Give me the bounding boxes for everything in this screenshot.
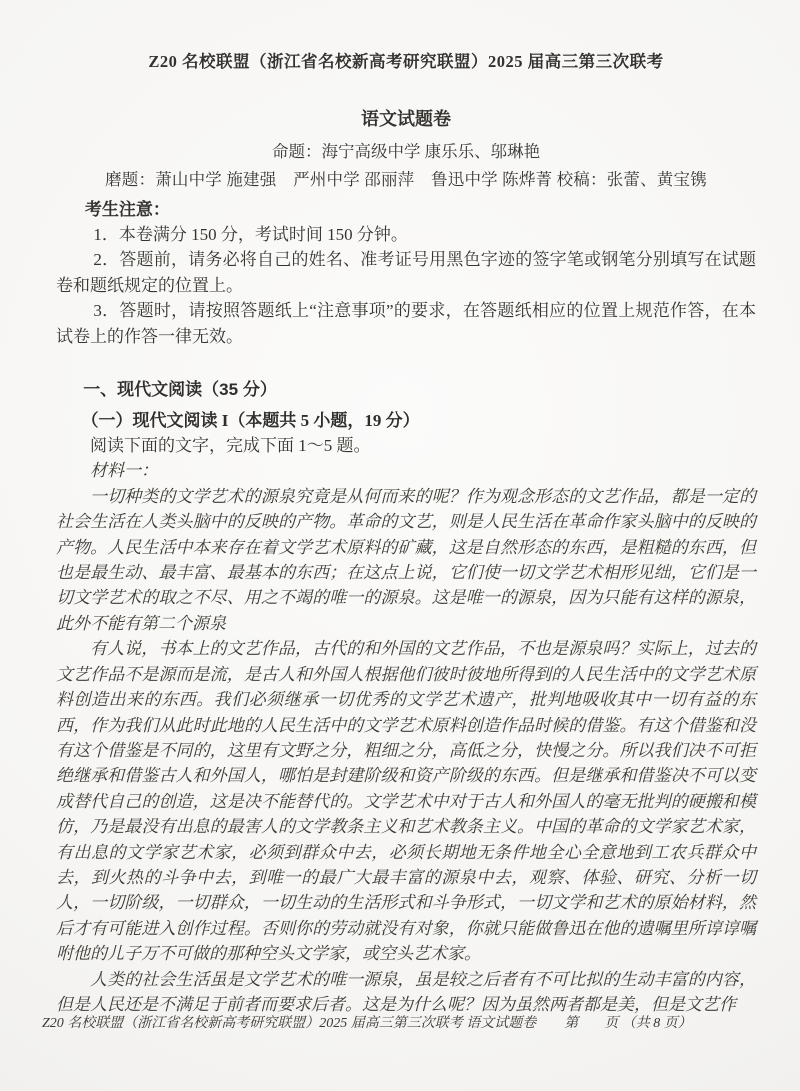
- notice-item-2: 2．答题前，请务必将自己的姓名、准考证号用黑色字迹的签字笔或钢笔分别填写在试题卷和题纸规定的位置上。: [56, 250, 756, 295]
- notice-item-3: 3．答题时，请按照答题纸上“注意事项”的要求，在答题纸相应的位置上规范作答，在本试卷上的作答一律无效。: [56, 301, 756, 346]
- section-heading-modern-reading: 一、现代文阅读（35 分）: [83, 380, 277, 400]
- notice-item-1: 1．本卷满分 150 分，考试时间 150 分钟。: [93, 225, 408, 244]
- footer-page-prefix: 第: [564, 1016, 579, 1031]
- material-one-label: 材料一：: [90, 461, 158, 481]
- footer-page-suffix: 页: [604, 1016, 619, 1031]
- page-footer: [42, 1012, 756, 1032]
- material-paragraph-3: 人类的社会生活虽是文学艺术的唯一源泉，虽是较之后者有不可比拟的生动丰富的内容，但是人民还是不满足于前者而要求后者。这是为什么呢？因为虽然两者都是美，但是文艺作: [56, 969, 756, 1014]
- exam-header-title: Z20 名校联盟（浙江省名校新高考研究联盟）2025 届高三第三次联考: [148, 52, 664, 71]
- material-paragraph-2: 有人说，书本上的文艺作品，古代的和外国的文艺作品，不也是源泉吗？实际上，过去的文艺作品不是源而是流，是古人和外国人根据他们彼时彼地所得到的人民生活中的文学艺术原料创造出来的东西。我们必须继承一切优秀的文学艺术遗产，批判地吸收其中一切有益的东西，作为我们从此时此地的人民生活中的文学艺术原料创造作品时候的借鉴。有这个借鉴和没有这个借鉴是不同的，这里有文野之分，粗细之分，高低之分，快慢之分。所以我们决不可拒绝继承和借鉴古人和外国人，哪怕是封建阶级和资产阶级的东西。但是继承和借鉴决不可以变成替代自己的创造，这是决不能替代的。文学艺术中对于古人和外国人的毫无批判的硬搬和模仿，乃是最没有出息的最害人的文学教条主义和艺术教条主义。中国的革命的文学家艺术家，有出息的文学家艺术家，必须到群众中去，必须长期地无条件地全心全意地到工农兵群众中去，到火热的斗争中去，到唯一的最广大最丰富的源泉中去，观察、体验、研究、分析一切人，一切阶级，一切群众，一切生动的生活形式和斗争形式，一切文学和艺术的原始材料，然后才有可能进入创作过程。否则你的劳动就没有对象，你就只能做鲁迅在他的遗嘱里所谆谆嘱咐他的儿子万不可做的那种空头文学家，或空头艺术家。: [56, 639, 756, 964]
- footer-total-pages: （共 8 页）: [621, 1016, 692, 1031]
- subject-title: 语文试题卷: [361, 109, 451, 129]
- material-one-body: [56, 484, 756, 1018]
- subsection-heading-reading-1: （一）现代文阅读 I（本题共 5 小题，19 分）: [81, 411, 420, 431]
- byline-reviewer: 磨题：萧山中学 施建强 严州中学 邵丽萍 鲁迅中学 陈烨菁 校稿：张蕾、黄宝镌: [105, 170, 707, 189]
- candidate-notice-heading: 考生注意：: [84, 200, 170, 219]
- reading-instruction: 阅读下面的文字，完成下面 1～5 题。: [90, 436, 371, 456]
- material-paragraph-1: 一切种类的文学艺术的源泉究竟是从何而来的呢？作为观念形态的文艺作品，都是一定的社会生活在人类头脑中的反映的产物。革命的文艺，则是人民生活在革命作家头脑中的反映的产物。人民生活中本来存在着文学艺术原料的矿藏，这是自然形态的东西，是粗糙的东西，但也是最生动、最丰富、最基本的东西；在这点上说，它们使一切文学艺术相形见绌，它们是一切文学艺术的取之不尽、用之不竭的唯一的源泉。这是唯一的源泉，因为只能有这样的源泉，此外不能有第二个源泉: [56, 486, 756, 633]
- byline-setter: 命题：海宁高级中学 康乐乐、邬琳艳: [271, 142, 541, 161]
- footer-exam-title: Z20 名校联盟（浙江省名校新高考研究联盟）2025 届高三第三次联考 语文试题卷: [42, 1016, 537, 1031]
